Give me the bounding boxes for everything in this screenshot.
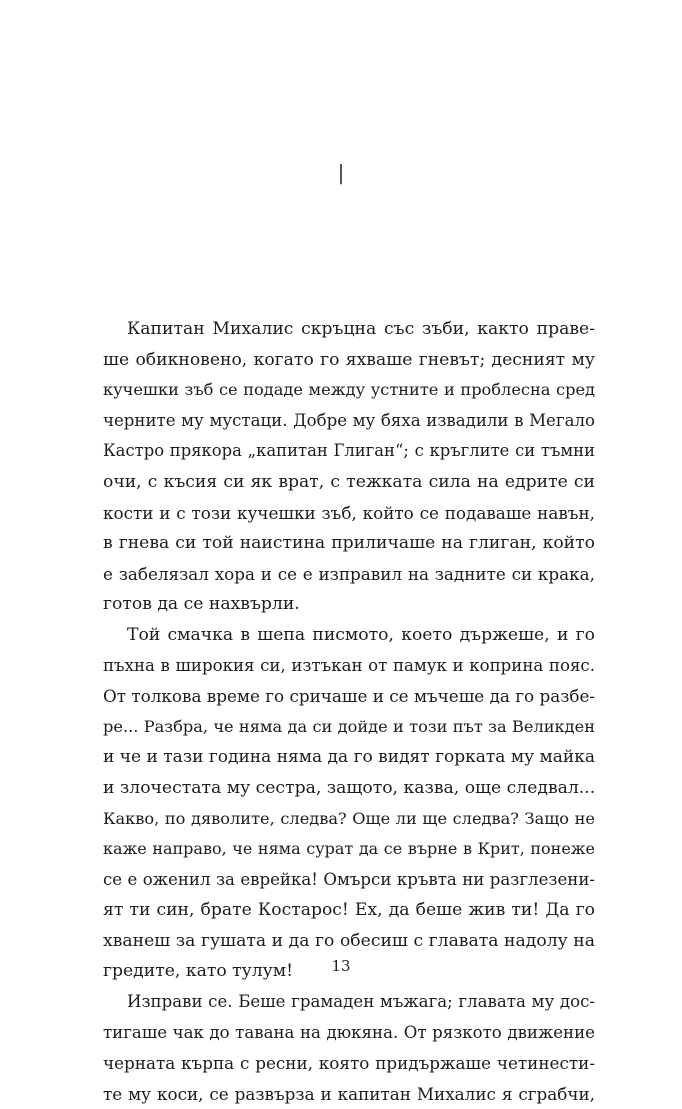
text-line: ше обикновено, когато го яхваше гневът; десният му [103,349,595,370]
text-line: кости и с този кучешки зъб, който се подаваше навън, [103,502,595,523]
text-line: готов да се нахвърли. [103,594,300,615]
text-line: очи, с късия си як врат, с тежката сила на едрите си [103,471,595,492]
text-line: и че и тази година няма да го видят горката му майка [103,747,595,768]
page-number: 13 [331,957,351,975]
text-line: е забелязал хора и се е изправил на задните си крака, [103,563,595,584]
text-line: каже направо, че няма сурат да се върне в Крит, понеже [103,839,595,859]
text-line: хванеш за гушата и да го обесиш с главата надолу на [103,930,595,951]
text-line: ят ти син, брате Костарос! Ех, да беше жив ти! Да го [103,900,595,921]
text-line: в гнева си той наистина приличаше на глиган, който [103,533,595,554]
chapter-heading: I [336,158,346,191]
text-line: Изправи се. Беше грамаден мъжага; главата му дос- [127,992,595,1012]
text-line: ре... Разбра, че няма да си дойде и този път за Великден [103,716,595,736]
paragraph-3 [103,987,595,1109]
text-line: Капитан Михалис скръцна със зъби, както праве- [127,319,595,339]
text-line: Кастро прякора „капитан Глиган“; с кръглите си тъмни [103,441,595,461]
text-line: пъхна в широкия си, изтъкан от памук и коприна пояс. [103,655,595,675]
text-line: Какво, по дяволите, следва? Още ли ще следва? Защо не [103,808,595,828]
text-line: се е оженил за еврейка! Омърси кръвта ни разглезени- [103,869,595,889]
text-line: черната кърпа с ресни, която придържаше четинести- [103,1053,595,1074]
text-line: От толкова време го сричаше и се мъчеше да го разбе- [103,686,596,707]
text-line: и злочестата му сестра, защото, казва, още следвал... [103,777,596,798]
paragraph-1 [103,314,595,620]
paragraph-2 [103,620,595,987]
text-line: тигаше чак до тавана на дюкяна. От рязкото движение [103,1022,595,1042]
text-line: кучешки зъб се подаде между устните и проблесна сред [103,380,595,400]
text-line: черните му мустаци. Добре му бяха извадили в Мегало [103,410,595,430]
text-line: те му коси, се развърза и капитан Михалис я сграбчи, [103,1083,595,1104]
body-text [103,314,595,1109]
text-line: Той смачка в шепа писмото, което държеше, и го [127,624,595,645]
text-line: гредите, като тулум! [103,961,294,982]
